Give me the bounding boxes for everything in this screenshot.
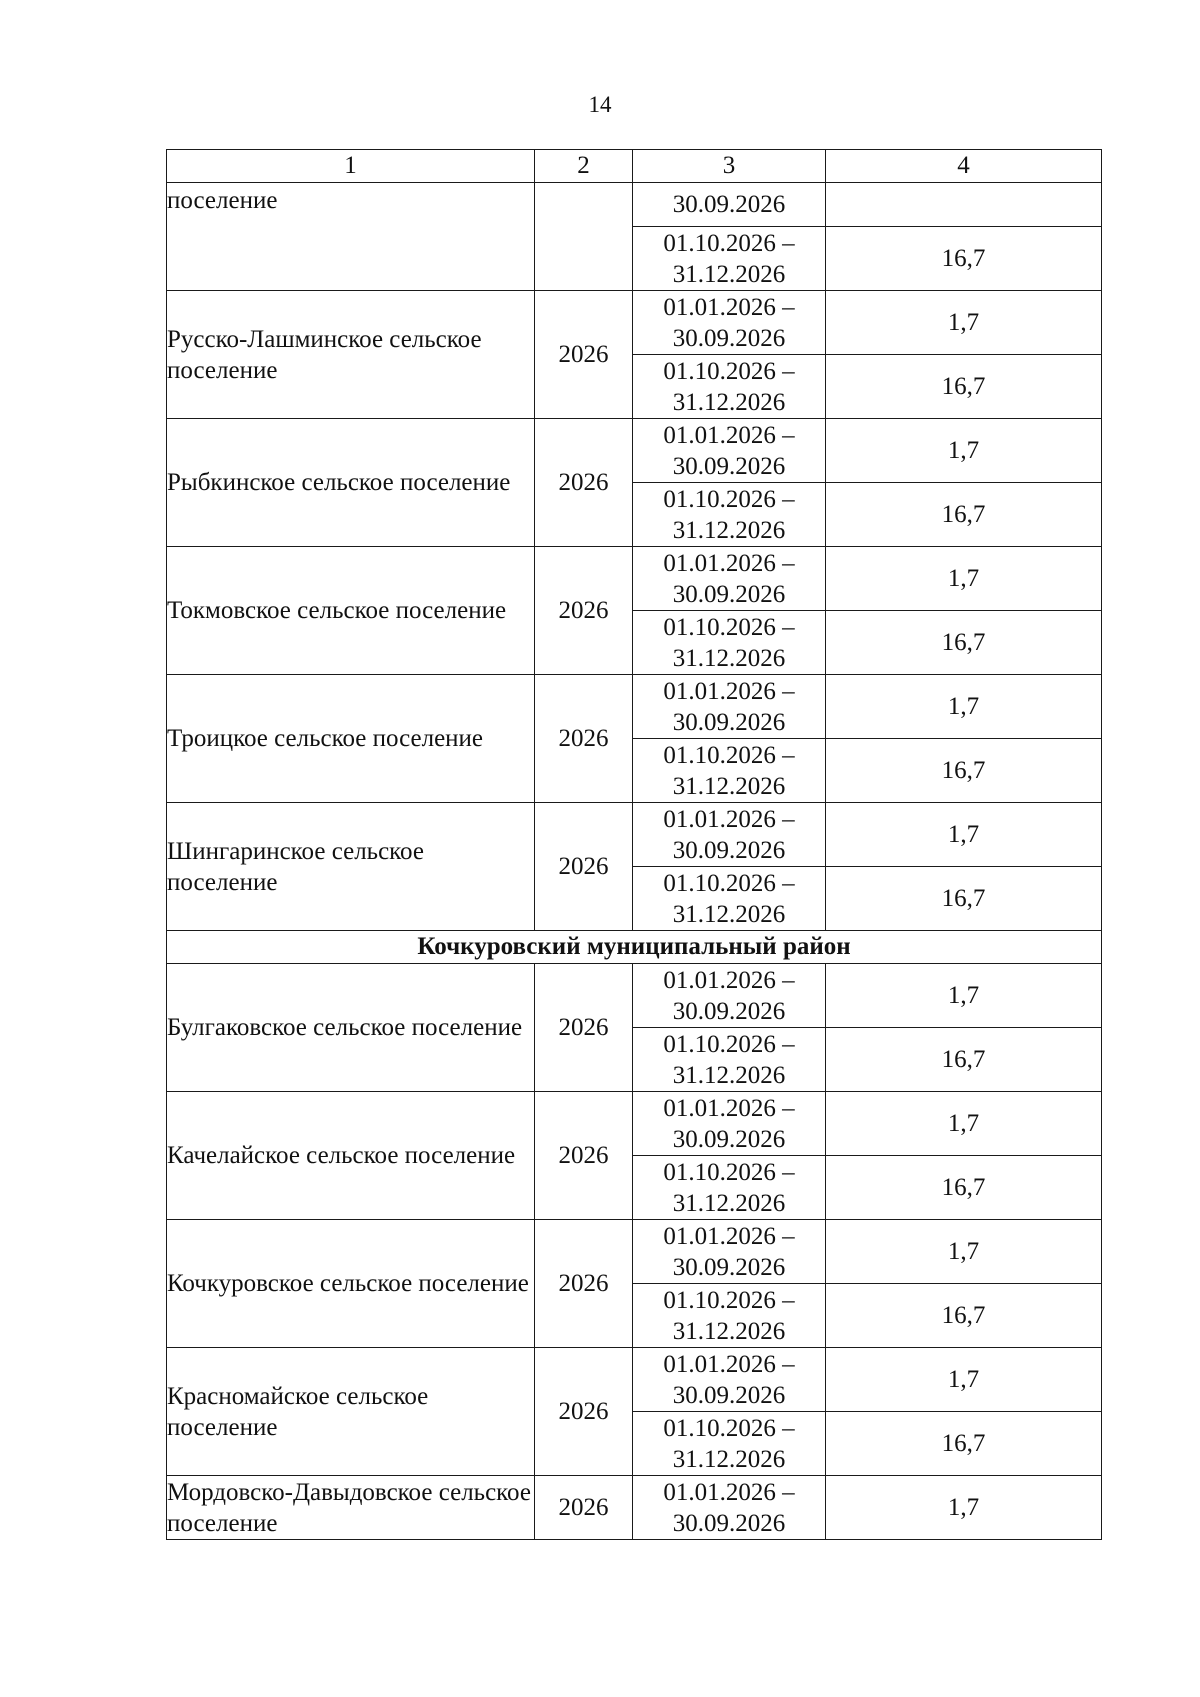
year-cell: 2026	[535, 803, 633, 931]
header-row	[167, 150, 1102, 183]
value-cell: 16,7	[826, 739, 1102, 803]
period-end: 31.12.2026	[672, 1317, 786, 1345]
period-cell	[633, 483, 826, 547]
period-start: 01.10.2026 –	[663, 357, 795, 385]
table-row	[167, 1220, 1102, 1284]
period-start: 01.01.2026 –	[663, 549, 795, 577]
column-header-3: 3	[633, 150, 826, 183]
value-cell: 1,7	[826, 964, 1102, 1028]
value-cell: 1,7	[826, 291, 1102, 355]
column-header-1: 1	[167, 150, 535, 183]
period-end: 31.12.2026	[672, 516, 786, 544]
period-cell	[633, 1092, 826, 1156]
period-end: 31.12.2026	[672, 900, 786, 928]
period-end: 31.12.2026	[672, 1061, 786, 1089]
period-cell	[633, 355, 826, 419]
value-cell: 16,7	[826, 1156, 1102, 1220]
period-cell	[633, 803, 826, 867]
value-cell: 1,7	[826, 1476, 1102, 1540]
column-header-4: 4	[826, 150, 1102, 183]
period-start: 01.10.2026 –	[663, 485, 795, 513]
settlement-name: Шингаринское сельское поселение	[167, 803, 535, 931]
year-cell: 2026	[535, 291, 633, 419]
period-end: 30.09.2026	[672, 1125, 786, 1153]
period-cell	[633, 1476, 826, 1540]
period-cell	[633, 1412, 826, 1476]
value-cell: 16,7	[826, 483, 1102, 547]
period-start: 01.10.2026 –	[663, 1158, 795, 1186]
table-row	[167, 291, 1102, 355]
year-cell: 2026	[535, 1220, 633, 1348]
value-cell: 16,7	[826, 1284, 1102, 1348]
period-end: 30.09.2026	[672, 191, 786, 218]
period-end: 31.12.2026	[672, 1189, 786, 1217]
settlements-table	[166, 149, 1102, 1540]
period-start: 01.10.2026 –	[663, 229, 795, 257]
table-row	[167, 547, 1102, 611]
settlement-name: Булгаковское сельское поселение	[167, 964, 535, 1092]
year-cell: 2026	[535, 964, 633, 1092]
period-start: 01.01.2026 –	[663, 293, 795, 321]
period-end: 30.09.2026	[672, 1509, 786, 1537]
value-cell: 1,7	[826, 675, 1102, 739]
year-cell: 2026	[535, 1348, 633, 1476]
period-start: 01.01.2026 –	[663, 1350, 795, 1378]
settlement-name: Русско-Лашминское сельское поселение	[167, 291, 535, 419]
period-end: 30.09.2026	[672, 1253, 786, 1281]
period-end: 31.12.2026	[672, 260, 786, 288]
period-start: 01.01.2026 –	[663, 1094, 795, 1122]
year-cell: 2026	[535, 419, 633, 547]
value-cell: 1,7	[826, 1220, 1102, 1284]
period-start: 01.10.2026 –	[663, 869, 795, 897]
period-cell	[633, 227, 826, 291]
period-start: 01.10.2026 –	[663, 1286, 795, 1314]
period-end: 30.09.2026	[672, 324, 786, 352]
period-end: 31.12.2026	[672, 772, 786, 800]
table-row	[167, 1092, 1102, 1156]
year-cell: 2026	[535, 1092, 633, 1220]
table-row	[167, 675, 1102, 739]
period-cell	[633, 1028, 826, 1092]
year-cell: 2026	[535, 675, 633, 803]
value-cell: 16,7	[826, 227, 1102, 291]
section-settlement-groups	[167, 964, 1102, 1476]
period-cell	[633, 867, 826, 931]
period-cell	[633, 611, 826, 675]
table-row	[167, 419, 1102, 483]
period-start: 01.10.2026 –	[663, 741, 795, 769]
period-end: 30.09.2026	[672, 580, 786, 608]
period-start: 01.10.2026 –	[663, 613, 795, 641]
settlement-name: Качелайское сельское поселение	[167, 1092, 535, 1220]
value-cell	[826, 183, 1102, 227]
value-cell: 1,7	[826, 1348, 1102, 1412]
settlement-name: Красномайское сельское поселение	[167, 1348, 535, 1476]
period-cell	[633, 547, 826, 611]
period-start: 01.10.2026 –	[663, 1030, 795, 1058]
year-cell	[535, 183, 633, 291]
table-row	[167, 1348, 1102, 1412]
value-cell: 1,7	[826, 1092, 1102, 1156]
period-end: 31.12.2026	[672, 388, 786, 416]
table-row	[167, 803, 1102, 867]
table-row	[167, 1476, 1102, 1540]
value-cell: 16,7	[826, 1412, 1102, 1476]
period-start: 01.10.2026 –	[663, 1414, 795, 1442]
table-row	[167, 964, 1102, 1028]
settlement-name: Мордовско-Давыдовское сельское поселение	[167, 1476, 535, 1540]
period-start: 01.01.2026 –	[663, 421, 795, 449]
settlement-name: поселение	[167, 183, 535, 291]
period-end: 31.12.2026	[672, 644, 786, 672]
settlement-groups	[167, 291, 1102, 931]
period-end: 30.09.2026	[672, 452, 786, 480]
period-cell	[633, 739, 826, 803]
value-cell: 16,7	[826, 867, 1102, 931]
value-cell: 16,7	[826, 355, 1102, 419]
period-cell	[633, 964, 826, 1028]
period-cell	[633, 419, 826, 483]
period-cell	[633, 183, 826, 227]
period-cell	[633, 291, 826, 355]
settlement-name: Троицкое сельское поселение	[167, 675, 535, 803]
period-start: 01.01.2026 –	[663, 1478, 795, 1506]
year-cell: 2026	[535, 1476, 633, 1540]
year-cell: 2026	[535, 547, 633, 675]
period-start: 01.01.2026 –	[663, 1222, 795, 1250]
period-cell	[633, 1284, 826, 1348]
period-start: 01.01.2026 –	[663, 805, 795, 833]
value-cell: 16,7	[826, 1028, 1102, 1092]
period-cell	[633, 1348, 826, 1412]
table-row	[167, 183, 1102, 227]
period-end: 30.09.2026	[672, 1381, 786, 1409]
period-cell	[633, 1220, 826, 1284]
period-cell	[633, 675, 826, 739]
value-cell: 1,7	[826, 419, 1102, 483]
section-row	[167, 931, 1102, 964]
period-end: 30.09.2026	[672, 997, 786, 1025]
period-end: 30.09.2026	[672, 708, 786, 736]
value-cell: 16,7	[826, 611, 1102, 675]
period-end: 30.09.2026	[672, 836, 786, 864]
period-start: 01.01.2026 –	[663, 677, 795, 705]
settlement-name: Токмовское сельское поселение	[167, 547, 535, 675]
period-start: 01.01.2026 –	[663, 966, 795, 994]
page-number: 14	[588, 92, 612, 117]
period-end: 31.12.2026	[672, 1445, 786, 1473]
period-cell	[633, 1156, 826, 1220]
value-cell: 1,7	[826, 547, 1102, 611]
section-title: Кочкуровский муниципальный район	[167, 931, 1102, 964]
column-header-2: 2	[535, 150, 633, 183]
settlement-name: Рыбкинское сельское поселение	[167, 419, 535, 547]
value-cell: 1,7	[826, 803, 1102, 867]
settlement-name: Кочкуровское сельское поселение	[167, 1220, 535, 1348]
